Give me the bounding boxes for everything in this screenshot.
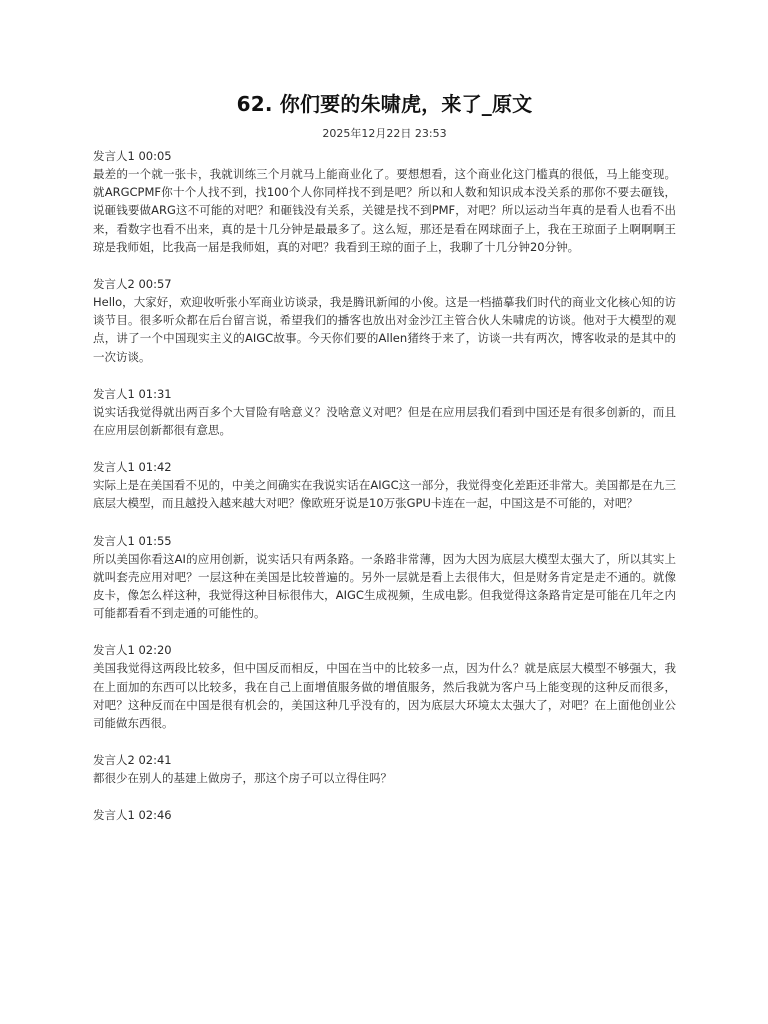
speaker-name: 发言人1 (93, 533, 135, 548)
timestamp: 02:46 (138, 808, 172, 823)
transcript-entry (93, 458, 676, 512)
timestamp: 01:31 (138, 386, 172, 401)
speaker-line (93, 458, 676, 476)
transcript-entry (93, 147, 676, 256)
speaker-name: 发言人1 (93, 460, 135, 475)
transcript-entry (93, 806, 676, 824)
speech-text: 所以美国你看这AI的应用创新，说实话只有两条路。一条路非常薄，因为大因为底层大模型太强大了，所以其实上就叫套壳应用对吧？一层这种在美国是比较普遍的。另外一层就是看上去很伟大，但是财务肯定是走不通的。就像皮卡，像怎么样这种，我觉得这种目标很伟大，AIGC生成视频，生成电影。但我觉得这条路肯定是可能在几年之内可能都看看不到走通的可能性的。 (93, 551, 676, 621)
speaker-line (93, 641, 676, 659)
speech-text: Hello，大家好，欢迎收听张小军商业访谈录，我是腾讯新闻的小俊。这是一档描摹我们时代的商业文化核心知的访谈节目。很多听众都在后台留言说，希望我们的播客也放出对金沙江主管合伙人朱啸虎的访谈。他对于大模型的观点，讲了一个中国现实主义的AIGC故事。今天你们要的Allen猪终于来了，访谈一共有两次，博客收录的是其中的一次访谈。 (93, 295, 676, 364)
timestamp: 00:05 (138, 149, 172, 163)
speaker-line (93, 147, 676, 165)
speaker-line (93, 806, 676, 824)
timestamp: 01:42 (138, 460, 172, 475)
speaker-name: 发言人1 (93, 386, 135, 401)
speaker-line (93, 532, 676, 550)
speaker-name: 发言人2 (93, 753, 135, 768)
speech-text: 最差的一个就一张卡，我就训练三个月就马上能商业化了。要想想看，这个商业化这门槛真的很低，马上能变现。就ARGCPMF你十个人找不到，找100个人你同样找不到是吧？所以和人数和知识成本没关系的那你不要去砸钱，说砸钱要做ARG这不可能的对吧？和砸钱没有关系，关键是找不到PMF，对吧？所以运动当年真的是看人也看不出来，看数字也看不出来，真的是十几分钟是最最多了。这么短，那还是看在网球面子上，我在王琼面子上啊啊啊王琼是我师姐，比我高一届是我师姐，真的对吧？我看到王琼的面子上，我聊了十几分钟20分钟。 (93, 167, 676, 254)
timestamp: 02:41 (138, 753, 172, 768)
transcript-entry (93, 532, 676, 623)
speech-text: 说实话我觉得就出两百多个大冒险有啥意义？没啥意义对吧？但是在应用层我们看到中国还是有很多创新的，而且在应用层创新都很有意思。 (93, 404, 676, 438)
transcript-entry (93, 751, 676, 787)
speaker-name: 发言人1 (93, 808, 135, 823)
speech-text: 美国我觉得这两段比较多，但中国反而相反，中国在当中的比较多一点，因为什么？就是底层大模型不够强大，我在上面加的东西可以比较多，我在自己上面增值服务做的增值服务，然后我就为客户马上能变现的这种反而很多，对吧？这种反而在中国是很有机会的，美国这种几乎没有的，因为底层大环境太太强大了，对吧？在上面他创业公司能做东西很。 (93, 661, 676, 731)
speech-text: 都很少在别人的基建上做房子，那这个房子可以立得住吗？ (93, 771, 392, 786)
speaker-name: 发言人1 (93, 149, 135, 163)
timestamp: 01:55 (138, 533, 172, 548)
speaker-name: 发言人1 (93, 643, 135, 658)
speaker-line (93, 385, 676, 403)
speaker-line (93, 751, 676, 769)
document-title: 62. 你们要的朱啸虎，来了_原文 (236, 92, 533, 116)
transcript-entry (93, 275, 676, 366)
timestamp: 02:20 (138, 643, 172, 658)
speaker-name: 发言人2 (93, 277, 135, 292)
transcript-entry (93, 385, 676, 439)
transcript (93, 147, 676, 824)
document-date: 2025年12月22日 23:53 (322, 127, 447, 140)
speaker-line (93, 275, 676, 293)
speech-text: 实际上是在美国看不见的，中美之间确实在我说实话在AIGC这一部分，我觉得变化差距还非常大。美国都是在九三底层大模型，而且越投入越来越大对吧？像欧班牙说是10万张GPU卡连在一起，中国这是不可能的，对吧？ (93, 478, 676, 511)
transcript-entry (93, 641, 676, 732)
timestamp: 00:57 (138, 277, 172, 292)
